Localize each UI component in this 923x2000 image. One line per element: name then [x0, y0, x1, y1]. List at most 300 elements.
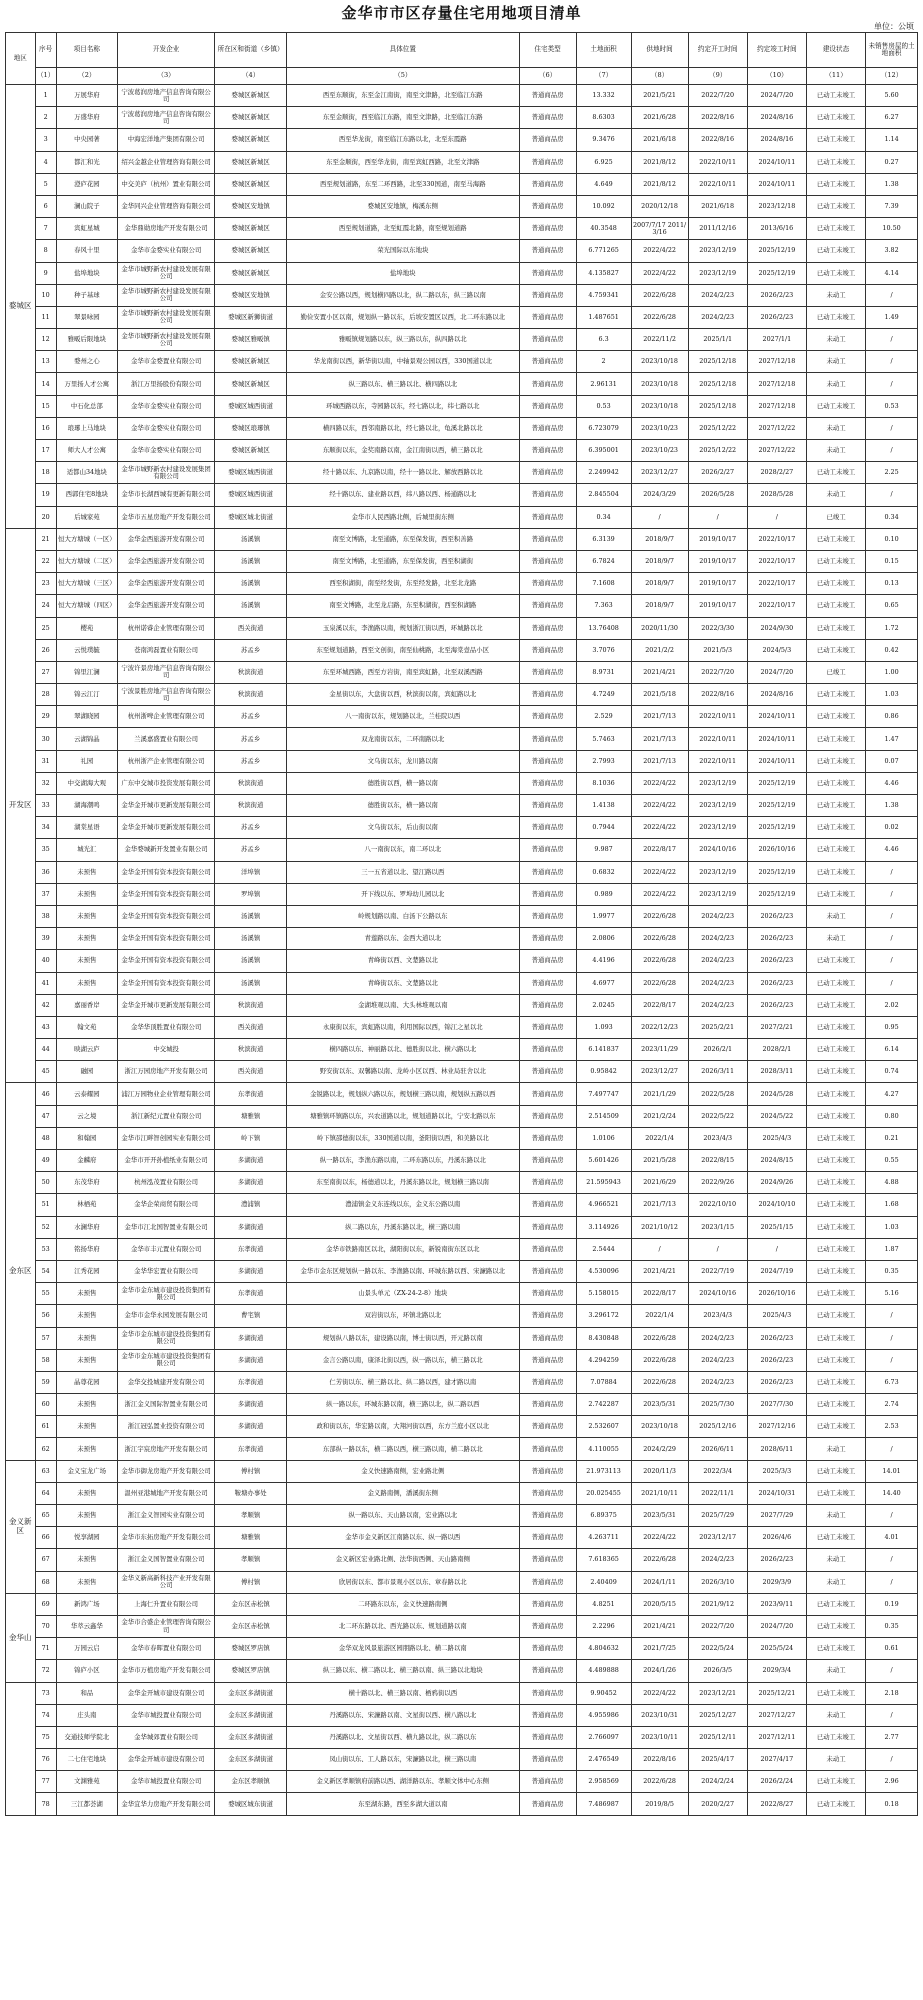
table-cell: 2: [576, 351, 631, 373]
table-cell: 2027/12/22: [747, 417, 806, 439]
table-cell: 秋滨街道: [215, 684, 287, 706]
table-cell: 普通商品房: [519, 817, 576, 839]
table-cell: 多湖街道: [215, 1394, 287, 1416]
table-row: [6, 1238, 918, 1260]
table-cell: 万盛华府: [56, 107, 117, 129]
table-cell: 2024/8/16: [747, 107, 806, 129]
table-cell: 2022/8/17: [631, 994, 688, 1016]
table-cell: 77: [35, 1771, 56, 1793]
table-cell: 金华市城野新农村建设发展有限公司: [117, 262, 214, 284]
table-cell: 1.38: [866, 795, 918, 817]
table-cell: 2024/2/23: [688, 994, 747, 1016]
table-cell: 2023/10/18: [631, 395, 688, 417]
table-cell: 普通商品房: [519, 1394, 576, 1416]
column-header: 约定竣工时间: [747, 33, 806, 68]
table-body: [6, 85, 918, 1816]
table-cell: 2023/10/18: [631, 351, 688, 373]
table-cell: 金义新区孝顺镇府前路以西、湖洋路以东、孝顺文体中心东侧: [287, 1771, 519, 1793]
table-cell: 11: [35, 306, 56, 328]
table-cell: 2022/10/11: [688, 706, 747, 728]
table-cell: 春风十里: [56, 240, 117, 262]
table-cell: 东孝街道: [215, 1283, 287, 1305]
table-cell: 城光汇: [56, 839, 117, 861]
table-cell: 盐埠地块: [287, 262, 519, 284]
table-cell: 2022/12/23: [631, 1016, 688, 1038]
table-cell: 婺城区罗店镇: [215, 1660, 287, 1682]
table-cell: 2023/4/3: [688, 1305, 747, 1327]
table-cell: 婺城区安地镇: [215, 284, 287, 306]
table-cell: 2024/9/30: [747, 617, 806, 639]
table-cell: 恒大方塘城（四区）: [56, 595, 117, 617]
table-cell: 未动工: [806, 417, 865, 439]
table-cell: /: [866, 1327, 918, 1349]
table-cell: 已动工未竣工: [806, 772, 865, 794]
table-cell: 金华市金婺实业有限公司: [117, 440, 214, 462]
table-cell: 云湖锦晶: [56, 728, 117, 750]
table-row: [6, 1749, 918, 1771]
table-cell: 2013/6/16: [747, 218, 806, 240]
table-cell: 21.973113: [576, 1460, 631, 1482]
table-cell: 永康街以东，宾虹路以南，利用国际以西，锦江之星以北: [287, 1016, 519, 1038]
table-cell: 2020/2/27: [688, 1793, 747, 1815]
table-cell: 二环路东以东，金义快速路南侧: [287, 1593, 519, 1615]
table-cell: 普通商品房: [519, 1105, 576, 1127]
table-cell: 78: [35, 1793, 56, 1815]
table-cell: 2021/6/29: [631, 1172, 688, 1194]
table-cell: 已动工未竣工: [806, 1127, 865, 1149]
table-cell: 2022/6/28: [631, 972, 688, 994]
table-row: [6, 329, 918, 351]
table-cell: 洋埠镇: [215, 861, 287, 883]
table-cell: 2022/11/2: [631, 329, 688, 351]
table-cell: 2021/5/21: [631, 85, 688, 107]
table-cell: 4.530096: [576, 1260, 631, 1282]
table-cell: 普通商品房: [519, 1260, 576, 1282]
table-cell: 东至南街以东，杨德道以北，丹溪东路以北，规划横三路以南: [287, 1172, 519, 1194]
table-cell: 东至湖东路，西至多湖大道以南: [287, 1793, 519, 1815]
table-cell: 普通商品房: [519, 329, 576, 351]
table-cell: 2025/12/19: [747, 262, 806, 284]
table-cell: 金华市长湖西城有更新有限公司: [117, 484, 214, 506]
table-cell: 未动工: [806, 284, 865, 306]
table-cell: 金华企荣商贸有限公司: [117, 1194, 214, 1216]
table-cell: 普通商品房: [519, 85, 576, 107]
table-cell: 2025/7/30: [688, 1394, 747, 1416]
table-cell: 普通商品房: [519, 661, 576, 683]
table-cell: 婺城区新城区: [215, 129, 287, 151]
table-row: [6, 1172, 918, 1194]
table-cell: 未预售: [56, 950, 117, 972]
table-cell: 普通商品房: [519, 351, 576, 373]
table-row: [6, 1682, 918, 1704]
table-cell: 金华金西旅游开发有限公司: [117, 573, 214, 595]
table-cell: 2025/5/24: [747, 1638, 806, 1660]
table-cell: 2022/1/4: [631, 1305, 688, 1327]
table-cell: 澧浦镇: [215, 1194, 287, 1216]
table-cell: 2024/2/23: [688, 972, 747, 994]
table-row: [6, 1260, 918, 1282]
table-cell: 2024/10/11: [747, 173, 806, 195]
table-cell: 已动工未竣工: [806, 1793, 865, 1815]
table-cell: 31: [35, 750, 56, 772]
table-cell: 普通商品房: [519, 1416, 576, 1438]
table-cell: 已动工未竣工: [806, 395, 865, 417]
table-cell: 澧浦镇金义东连线以东，金义东公路以南: [287, 1194, 519, 1216]
table-cell: 2.02: [866, 994, 918, 1016]
table-cell: 青峰街以西、文楚路以北: [287, 950, 519, 972]
table-cell: 罗埠镇: [215, 883, 287, 905]
table-cell: 5.158015: [576, 1283, 631, 1305]
table-cell: 已动工未竣工: [806, 1682, 865, 1704]
table-cell: 0.19: [866, 1593, 918, 1615]
table-cell: 2026/2/23: [747, 928, 806, 950]
table-cell: 规划纵八路以东，建设路以南，博士街以西，开元路以南: [287, 1327, 519, 1349]
table-cell: 西关街道: [215, 617, 287, 639]
table-cell: 0.10: [866, 528, 918, 550]
table-cell: /: [866, 1438, 918, 1460]
table-row: [6, 595, 918, 617]
table-cell: 西至华龙街，南至临江东路以北，北至东霞路: [287, 129, 519, 151]
table-cell: 2023/1/15: [688, 1216, 747, 1238]
table-cell: 2022/10/17: [747, 573, 806, 595]
table-cell: 已动工未竣工: [806, 1283, 865, 1305]
table-cell: 已动工未竣工: [806, 1371, 865, 1393]
table-cell: /: [866, 950, 918, 972]
table-cell: 0.65: [866, 595, 918, 617]
table-cell: 苏孟乡: [215, 750, 287, 772]
table-row: [6, 1482, 918, 1504]
table-row: [6, 1771, 918, 1793]
table-cell: 婺城区城西街道: [215, 484, 287, 506]
table-cell: 2026/5/28: [688, 484, 747, 506]
table-cell: 2.25: [866, 462, 918, 484]
table-cell: 0.27: [866, 151, 918, 173]
table-cell: 普通商品房: [519, 573, 576, 595]
table-cell: 4.759341: [576, 284, 631, 306]
table-row: [6, 839, 918, 861]
table-cell: 2027/7/30: [747, 1394, 806, 1416]
table-cell: 德胜街以西，横一路以南: [287, 772, 519, 794]
table-cell: 29: [35, 706, 56, 728]
table-cell: 仁芳街以东、横三路以北、纵二路以西，建才路以南: [287, 1371, 519, 1393]
table-cell: 64: [35, 1482, 56, 1504]
table-cell: 西至规划道路，东至二环西路，北至330国道，南至马海路: [287, 173, 519, 195]
table-cell: 未预售: [56, 972, 117, 994]
table-row: [6, 750, 918, 772]
table-row: [6, 1638, 918, 1660]
table-cell: 4.4196: [576, 950, 631, 972]
table-cell: 已动工未竣工: [806, 728, 865, 750]
table-cell: 40: [35, 950, 56, 972]
table-cell: 未预售: [56, 1305, 117, 1327]
table-cell: 婺城区新城区: [215, 218, 287, 240]
table-cell: 2022/8/16: [688, 129, 747, 151]
table-cell: 71: [35, 1638, 56, 1660]
table-cell: 云悦璞毓: [56, 639, 117, 661]
table-cell: 2022/5/28: [688, 1083, 747, 1105]
table-cell: 2.5444: [576, 1238, 631, 1260]
table-cell: 普通商品房: [519, 1793, 576, 1815]
table-row: [6, 661, 918, 683]
table-cell: 2028/2/1: [747, 1039, 806, 1061]
table-cell: 2026/10/16: [747, 1283, 806, 1305]
table-cell: 恒大方塘城（二区）: [56, 550, 117, 572]
table-cell: 塘雅镇: [215, 1527, 287, 1549]
table-cell: 2021/10/11: [631, 1482, 688, 1504]
table-cell: 2026/2/24: [747, 1771, 806, 1793]
table-cell: 2024/2/23: [688, 284, 747, 306]
table-row: [6, 1394, 918, 1416]
table-cell: 已动工未竣工: [806, 462, 865, 484]
table-cell: 2021/6/18: [631, 129, 688, 151]
table-cell: 2024/2/23: [688, 1327, 747, 1349]
table-cell: 4.649: [576, 173, 631, 195]
table-cell: 未预售: [56, 1571, 117, 1593]
column-header: 未销售房屋的土地面积: [866, 33, 918, 68]
table-cell: 0.18: [866, 1793, 918, 1815]
table-cell: 2022/4/22: [631, 817, 688, 839]
table-cell: 已动工未竣工: [806, 950, 865, 972]
table-cell: 金华金开国有资本投资有限公司: [117, 883, 214, 905]
table-cell: 1.03: [866, 1216, 918, 1238]
table-cell: 2027/12/18: [747, 395, 806, 417]
table-cell: 2026/3/10: [688, 1571, 747, 1593]
table-cell: 2024/2/23: [688, 1549, 747, 1571]
table-cell: 杭州浙啤企业管理有限公司: [117, 706, 214, 728]
table-cell: 43: [35, 1016, 56, 1038]
table-cell: 金华市万植房地产开发有限公司: [117, 1660, 214, 1682]
table-cell: 0.42: [866, 639, 918, 661]
table-cell: 普通商品房: [519, 1660, 576, 1682]
table-cell: 2027/4/17: [747, 1749, 806, 1771]
table-cell: 2021/7/13: [631, 706, 688, 728]
table-cell: 婺城区城东街道: [215, 1793, 287, 1815]
table-row: [6, 928, 918, 950]
table-cell: 普通商品房: [519, 1704, 576, 1726]
table-cell: 7.497747: [576, 1083, 631, 1105]
table-cell: 林栖苑: [56, 1194, 117, 1216]
region-cell: [6, 1682, 36, 1815]
table-cell: 汤溪镇: [215, 550, 287, 572]
table-cell: 2024/2/24: [688, 1771, 747, 1793]
table-cell: 婺城区新城区: [215, 151, 287, 173]
table-row: [6, 550, 918, 572]
table-cell: 金华市人民西路北侧，后城里街东侧: [287, 506, 519, 528]
table-cell: 0.35: [866, 1615, 918, 1637]
table-cell: 2021/7/25: [631, 1638, 688, 1660]
table-row: [6, 728, 918, 750]
table-cell: /: [866, 351, 918, 373]
table-cell: 未预售: [56, 1327, 117, 1349]
table-cell: 2025/12/18: [688, 395, 747, 417]
table-cell: 东至环城西路，西至方岩街，南至宾虹路，北至双溪西路: [287, 661, 519, 683]
table-cell: 2025/2/21: [688, 1016, 747, 1038]
table-cell: 39: [35, 928, 56, 950]
table-cell: 56: [35, 1305, 56, 1327]
table-cell: 63: [35, 1460, 56, 1482]
table-cell: 普通商品房: [519, 1238, 576, 1260]
table-cell: /: [866, 861, 918, 883]
table-cell: 2022/5/22: [688, 1105, 747, 1127]
table-cell: 2019/10/17: [688, 573, 747, 595]
table-cell: 2024/2/23: [688, 950, 747, 972]
table-cell: 浙江宇宸房地产开发有限公司: [117, 1438, 214, 1460]
page-title: 金华市市区存量住宅用地项目清单: [341, 4, 582, 22]
table-cell: 2020/11/3: [631, 1460, 688, 1482]
table-cell: 苍南鸿磊置业有限公司: [117, 639, 214, 661]
table-cell: 2026/4/6: [747, 1527, 806, 1549]
table-cell: 金华金西旅游开发有限公司: [117, 595, 214, 617]
table-cell: 2026/3/5: [688, 1660, 747, 1682]
table-cell: 未预售: [56, 1438, 117, 1460]
table-cell: 金华市东拓房地产开发有限公司: [117, 1527, 214, 1549]
table-cell: 2021/8/12: [631, 151, 688, 173]
table-cell: 金安公路以西，规划横四路以北，纵二路以东，纵三路以南: [287, 284, 519, 306]
table-cell: 已动工未竣工: [806, 1771, 865, 1793]
table-cell: 2023/12/19: [688, 817, 747, 839]
table-row: [6, 706, 918, 728]
table-cell: 2022/10/11: [688, 173, 747, 195]
table-cell: 2027/12/27: [747, 1704, 806, 1726]
table-cell: /: [747, 506, 806, 528]
table-cell: 金东区多湖街道: [215, 1682, 287, 1704]
table-cell: 3.296172: [576, 1305, 631, 1327]
table-cell: 2023/10/23: [631, 440, 688, 462]
table-cell: 2019/10/17: [688, 528, 747, 550]
table-cell: 已动工未竣工: [806, 1150, 865, 1172]
table-cell: 已动工未竣工: [806, 528, 865, 550]
table-row: [6, 373, 918, 395]
table-cell: 2: [35, 107, 56, 129]
table-row: [6, 240, 918, 262]
table-row: [6, 173, 918, 195]
table-cell: 婺城区新城区: [215, 85, 287, 107]
table-cell: 青莲路以东、金西大道以北: [287, 928, 519, 950]
table-cell: 4.46: [866, 772, 918, 794]
table-cell: 2024/8/16: [747, 129, 806, 151]
table-cell: 婺城区城西街道: [215, 462, 287, 484]
table-cell: 0.35: [866, 1260, 918, 1282]
table-cell: 已动工未竣工: [806, 1615, 865, 1637]
table-cell: 普通商品房: [519, 950, 576, 972]
table-row: [6, 528, 918, 550]
table-cell: 0.34: [866, 506, 918, 528]
table-row: [6, 1194, 918, 1216]
table-cell: 已动工未竣工: [806, 1726, 865, 1748]
table-cell: 汤溪镇: [215, 528, 287, 550]
table-cell: 2021/4/21: [631, 1615, 688, 1637]
table-cell: 8: [35, 240, 56, 262]
table-cell: 金东区赤松镇: [215, 1593, 287, 1615]
table-cell: 2024/1/26: [631, 1660, 688, 1682]
table-cell: 26: [35, 639, 56, 661]
table-cell: 普通商品房: [519, 1061, 576, 1083]
table-cell: 婺城区城北街道: [215, 506, 287, 528]
table-cell: 勤俭安置小区以南，规划纵一路以东，后坡安置区以西，北二环东路以北: [287, 306, 519, 328]
table-cell: 南至文博路，北至通路，东至保发街，西至积湖街: [287, 550, 519, 572]
table-cell: /: [866, 928, 918, 950]
table-cell: 2023/12/17: [688, 1527, 747, 1549]
table-cell: 西郭住宅8地块: [56, 484, 117, 506]
table-cell: 雅畈镇规划路以东，纵三路以东，纵四路以北: [287, 329, 519, 351]
table-cell: /: [866, 1704, 918, 1726]
table-cell: 华萃云鑫华: [56, 1615, 117, 1637]
table-cell: 1.72: [866, 617, 918, 639]
table-cell: 6.723079: [576, 417, 631, 439]
table-cell: 8.1036: [576, 772, 631, 794]
table-cell: 2.2296: [576, 1615, 631, 1637]
column-header: 地区: [6, 33, 36, 85]
table-cell: 2025/12/16: [688, 1416, 747, 1438]
table-cell: 2022/4/22: [631, 861, 688, 883]
table-cell: 普通商品房: [519, 1016, 576, 1038]
table-cell: 普通商品房: [519, 684, 576, 706]
table-row: [6, 1016, 918, 1038]
table-row: [6, 1216, 918, 1238]
table-cell: 普通商品房: [519, 151, 576, 173]
table-cell: 金锐路以北，规划纵六路以东，规划横三路以南，规划纵五路以西: [287, 1083, 519, 1105]
table-cell: 悦享湖园: [56, 1527, 117, 1549]
table-cell: 1.0106: [576, 1127, 631, 1149]
table-row: [6, 795, 918, 817]
table-cell: 铭扬华府: [56, 1238, 117, 1260]
table-cell: 琅琊上马地块: [56, 417, 117, 439]
table-cell: 7.39: [866, 195, 918, 217]
table-cell: 未动工: [806, 1660, 865, 1682]
table-row: [6, 440, 918, 462]
table-cell: 普通商品房: [519, 1172, 576, 1194]
table-cell: 2024/9/26: [747, 1172, 806, 1194]
table-cell: 中交城投: [117, 1039, 214, 1061]
column-index: （11）: [806, 68, 865, 85]
table-cell: 普通商品房: [519, 1305, 576, 1327]
table-cell: 24: [35, 595, 56, 617]
table-cell: 2025/4/3: [747, 1127, 806, 1149]
table-cell: 婺城区新城区: [215, 351, 287, 373]
table-cell: 三江都荟湖: [56, 1793, 117, 1815]
table-cell: 45: [35, 1061, 56, 1083]
table-cell: 47: [35, 1105, 56, 1127]
table-cell: 婺城区安地镇，梅溪东侧: [287, 195, 519, 217]
table-cell: 塘雅镇环镇路以东，兴农道路以北，规划道路以北，宁安北路以东: [287, 1105, 519, 1127]
table-cell: 2.514509: [576, 1105, 631, 1127]
table-cell: 金华市金东城市建设投资集团有限公司: [117, 1283, 214, 1305]
table-cell: 4.8251: [576, 1593, 631, 1615]
table-cell: 金华双龙风景旅游区园朋路以北、横二路以南: [287, 1638, 519, 1660]
table-row: [6, 817, 918, 839]
table-cell: 已动工未竣工: [806, 1482, 865, 1504]
table-cell: 2027/7/29: [747, 1505, 806, 1527]
table-cell: 2025/12/27: [688, 1704, 747, 1726]
table-cell: 普通商品房: [519, 1593, 576, 1615]
table-cell: 4.6977: [576, 972, 631, 994]
table-row: [6, 1061, 918, 1083]
table-cell: 2021/8/12: [631, 173, 688, 195]
table-cell: 4.294259: [576, 1349, 631, 1371]
table-cell: 婺城区城西街道: [215, 395, 287, 417]
table-cell: 西至规划道路，北至虹霞北路，南至规划道路: [287, 218, 519, 240]
table-cell: 2026/10/16: [747, 839, 806, 861]
table-cell: 苏孟乡: [215, 839, 287, 861]
table-cell: 2022/6/28: [631, 950, 688, 972]
table-cell: 1.4138: [576, 795, 631, 817]
table-cell: 2024/5/3: [747, 639, 806, 661]
table-cell: 翠湖晓园: [56, 706, 117, 728]
table-cell: 已动工未竣工: [806, 1638, 865, 1660]
table-cell: 38: [35, 905, 56, 927]
table-cell: 2022/10/10: [688, 1194, 747, 1216]
table-cell: 普通商品房: [519, 1460, 576, 1482]
